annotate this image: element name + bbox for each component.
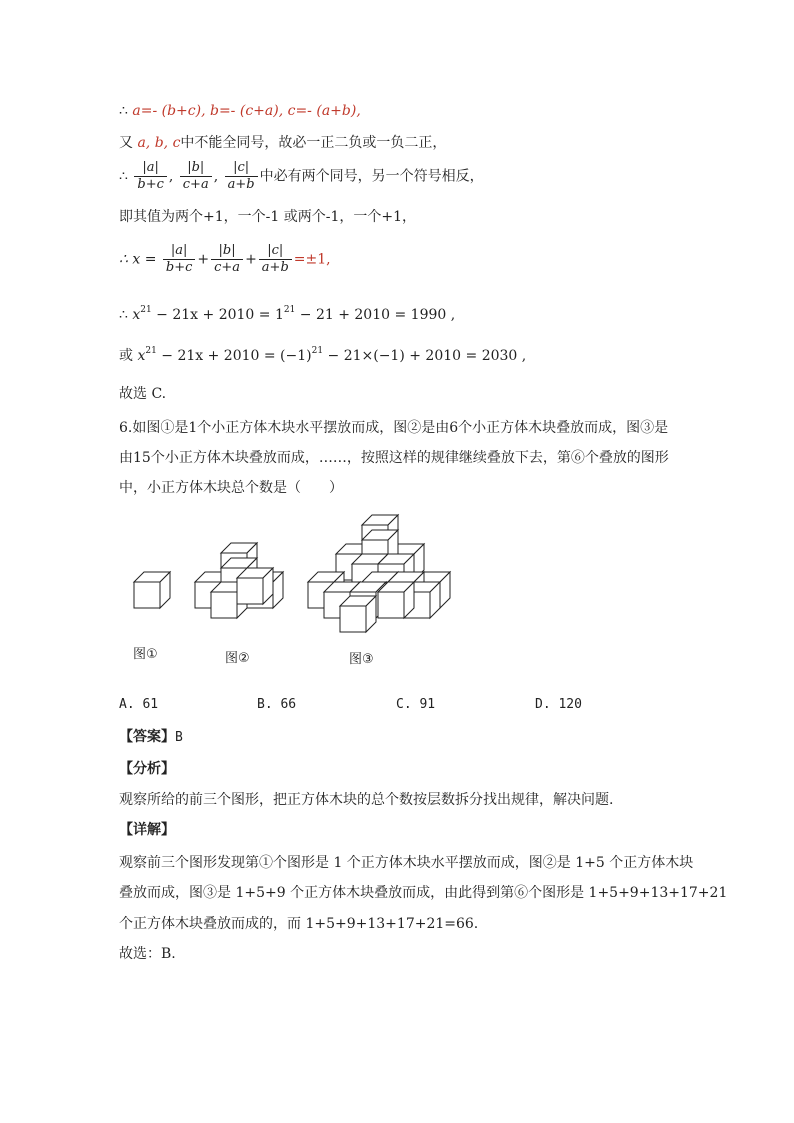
detail-line-2: 叠放而成，图③是 1+5+9 个正方体木块叠放而成，由此得到第⑥个图形是 1+5+9+13+17+21 xyxy=(119,885,728,901)
answer-line xyxy=(119,727,183,748)
solution-line-7: 或 $x^{21} - 21x + 2010 = (-1)^{21} - 21\times(-1) + 2010 = 2030$ , xyxy=(119,346,527,364)
cube-figures xyxy=(125,510,465,640)
answer-tag: 【答案】 xyxy=(119,729,175,745)
figure-1-cubes xyxy=(134,572,170,608)
solution-line-2 xyxy=(119,133,446,153)
sign-statement: 中不能全同号，故必一正二负或一负二正， xyxy=(180,135,447,151)
figure-3-cubes xyxy=(308,515,450,632)
choice-b: B. 66 xyxy=(257,697,297,712)
choice-d: D. 120 xyxy=(535,697,582,712)
therefore-symbol: ∴ xyxy=(119,103,128,119)
question-line-3: 中，小正方体木块总个数是（ ） xyxy=(119,480,343,496)
fraction: $\frac{|b|}{c+a}$ xyxy=(180,160,212,193)
solution-line-5: ∴ x = $\frac{|a|}{b+c}$ + $\frac{|b|}{c+a}$ + $\frac{|c|}{a+b}$ =±1, xyxy=(119,243,331,275)
fraction: $\frac{|c|}{a+b}$ xyxy=(225,160,258,193)
solution-line-4: 即其值为两个+1，一个-1 或两个-1，一个+1， xyxy=(119,209,416,225)
figure-1-label: 图① xyxy=(133,647,158,662)
solution-line-6: ∴ $x^{21} - 21x + 2010 = 1^{21} - 21 + 2010 = 1990$ , xyxy=(119,305,456,323)
detail-line-3: 个正方体木块叠放而成的，而 1+5+9+13+17+21=66. xyxy=(119,916,479,932)
relation-expression: a=- (b+c), b=- (c+a), c=- (a+b), xyxy=(132,103,361,119)
variables: a, b, c xyxy=(137,135,181,151)
choice-c: C. 91 xyxy=(396,697,436,712)
also-word: 又 xyxy=(119,135,133,151)
same-sign-statement: 中必有两个同号，另一个符号相反， xyxy=(259,168,484,185)
analysis-text: 观察所给的前三个图形，把正方体木块的总个数按层数拆分找出规律，解决问题. xyxy=(119,792,614,808)
figure-2-label: 图② xyxy=(225,651,250,666)
figure-2-cubes xyxy=(195,543,283,618)
therefore-symbol: ∴ xyxy=(119,168,128,185)
fraction: $\frac{|a|}{b+c}$ xyxy=(163,243,196,276)
x-definition: ∴ x = xyxy=(119,251,157,268)
x-value: =±1, xyxy=(293,251,331,268)
detail-tag: 【详解】 xyxy=(119,822,175,838)
solution-line-3: ∴ $\frac{|a|}{b+c}$ , $\frac{|b|}{c+a}$ , $\frac{|c|}{a+b}$ 中必有两个同号，另一个符号相反， xyxy=(119,160,484,192)
fraction: $\frac{|b|}{c+a}$ xyxy=(211,243,243,276)
fraction: $\frac{|a|}{b+c}$ xyxy=(134,160,167,193)
detail-conclusion: 故选：B. xyxy=(119,946,176,962)
detail-line-1: 观察前三个图形发现第①个图形是 1 个正方体木块水平摆放而成，图②是 1+5 个正方体木块 xyxy=(119,855,694,871)
solution-conclusion: 故选 C. xyxy=(119,386,167,402)
choice-a: A. 61 xyxy=(119,697,159,712)
figure-3-label: 图③ xyxy=(349,652,374,667)
analysis-tag: 【分析】 xyxy=(119,761,175,777)
question-line-1: 6.如图①是1个小正方体木块水平摆放而成，图②是由6个小正方体木块叠放而成，图③是 xyxy=(119,420,669,436)
answer-value: B xyxy=(175,730,183,745)
solution-line-1 xyxy=(119,101,361,121)
question-line-2: 由15个小正方体木块叠放而成，……，按照这样的规律继续叠放下去，第⑥个叠放的图形 xyxy=(119,450,669,466)
fraction: $\frac{|c|}{a+b}$ xyxy=(259,243,292,276)
